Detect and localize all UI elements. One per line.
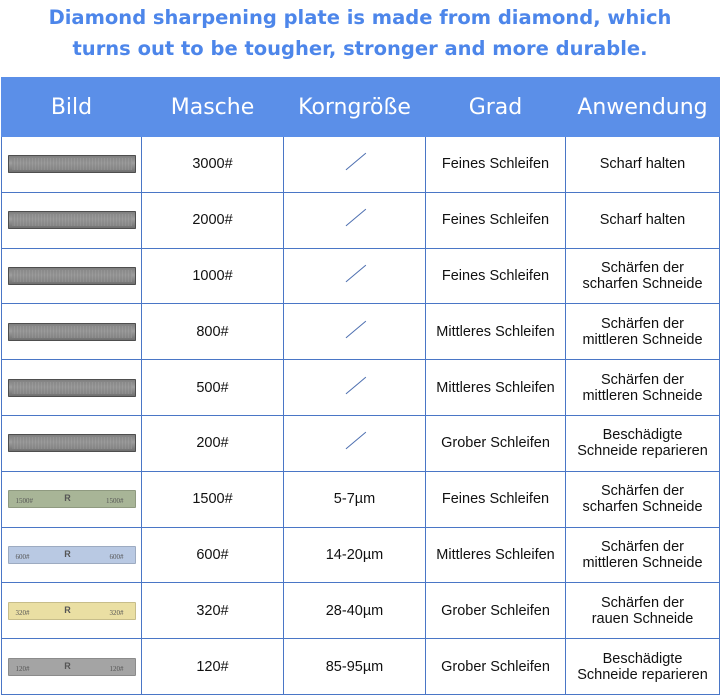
cell-grad: Mittleres Schleifen bbox=[426, 360, 566, 416]
not-applicable-slash-icon bbox=[345, 376, 365, 396]
cell-grad: Grober Schleifen bbox=[426, 639, 566, 695]
stone-grit-label-right: 1500# bbox=[106, 497, 124, 506]
diamond-plate-image bbox=[8, 323, 136, 341]
whetstone-image bbox=[8, 490, 136, 508]
cell-bild bbox=[2, 639, 142, 695]
cell-korngroesse bbox=[284, 137, 426, 193]
headline-line-1: Diamond sharpening plate is made from diamond, which bbox=[48, 6, 672, 29]
cell-anwendung bbox=[566, 415, 720, 471]
stone-grit-label-right: 120# bbox=[109, 664, 124, 673]
header-anwendung: Anwendung bbox=[566, 78, 720, 137]
anwendung-line-2: mittleren Schneide bbox=[582, 387, 703, 404]
cell-bild bbox=[2, 248, 142, 304]
table-row bbox=[2, 527, 720, 583]
whetstone-image bbox=[8, 658, 136, 676]
cell-grad: Feines Schleifen bbox=[426, 137, 566, 193]
comparison-table bbox=[1, 77, 720, 695]
anwendung-line-1: Beschädigte bbox=[602, 650, 683, 667]
table-row bbox=[2, 471, 720, 527]
not-applicable-slash-icon bbox=[345, 320, 365, 340]
brand-logo-icon: R bbox=[64, 493, 71, 504]
anwendung-line-1: Beschädigte bbox=[602, 427, 683, 444]
grain-size: 14-20µm bbox=[325, 546, 384, 563]
cell-bild bbox=[2, 583, 142, 639]
cell-masche: 600# bbox=[142, 527, 284, 583]
stone-grit-label: 1500# bbox=[15, 497, 33, 506]
diamond-plate-image bbox=[8, 379, 136, 397]
header-masche: Masche bbox=[142, 78, 284, 137]
anwendung-line-1: Schärfen der bbox=[600, 483, 685, 500]
table-row bbox=[2, 192, 720, 248]
anwendung-line-1: Schärfen der bbox=[600, 315, 685, 332]
cell-anwendung bbox=[566, 248, 720, 304]
stone-grit-label: 320# bbox=[15, 608, 30, 617]
anwendung-line-2: rauen Schneide bbox=[591, 610, 694, 627]
anwendung-line-2: Schneide reparieren bbox=[577, 443, 708, 460]
cell-korngroesse bbox=[284, 360, 426, 416]
stone-grit-label: 120# bbox=[15, 664, 30, 673]
cell-bild bbox=[2, 137, 142, 193]
cell-bild bbox=[2, 192, 142, 248]
table-row bbox=[2, 248, 720, 304]
cell-anwendung bbox=[566, 471, 720, 527]
cell-masche: 120# bbox=[142, 639, 284, 695]
table-row bbox=[2, 360, 720, 416]
cell-grad: Grober Schleifen bbox=[426, 583, 566, 639]
cell-masche: 800# bbox=[142, 304, 284, 360]
header-grad: Grad bbox=[426, 78, 566, 137]
table-row bbox=[2, 583, 720, 639]
anwendung-line-2: mittleren Schneide bbox=[582, 554, 703, 571]
grain-size: 28-40µm bbox=[325, 602, 384, 619]
cell-anwendung bbox=[566, 527, 720, 583]
cell-masche: 500# bbox=[142, 360, 284, 416]
cell-masche: 200# bbox=[142, 415, 284, 471]
anwendung-line-2: scharfen Schneide bbox=[582, 499, 703, 516]
cell-bild bbox=[2, 360, 142, 416]
cell-grad: Mittleres Schleifen bbox=[426, 527, 566, 583]
grain-size: 85-95µm bbox=[325, 658, 384, 675]
header-bild: Bild bbox=[2, 78, 142, 137]
cell-korngroesse bbox=[284, 583, 426, 639]
table-row bbox=[2, 415, 720, 471]
anwendung-line-1: Schärfen der bbox=[600, 259, 685, 276]
cell-korngroesse bbox=[284, 415, 426, 471]
anwendung-line-1: Schärfen der bbox=[600, 594, 685, 611]
cell-korngroesse bbox=[284, 639, 426, 695]
table-row bbox=[2, 639, 720, 695]
cell-anwendung bbox=[566, 304, 720, 360]
anwendung-line-1: Scharf halten bbox=[599, 212, 686, 229]
diamond-plate-image bbox=[8, 155, 136, 173]
cell-korngroesse bbox=[284, 471, 426, 527]
stone-grit-label-right: 320# bbox=[109, 608, 124, 617]
cell-grad: Feines Schleifen bbox=[426, 471, 566, 527]
anwendung-line-1: Schärfen der bbox=[600, 371, 685, 388]
brand-logo-icon: R bbox=[64, 604, 71, 615]
stone-grit-label: 600# bbox=[15, 552, 30, 561]
cell-bild bbox=[2, 415, 142, 471]
anwendung-line-2: scharfen Schneide bbox=[582, 275, 703, 292]
header-korngroesse: Korngröße bbox=[284, 78, 426, 137]
cell-masche: 3000# bbox=[142, 137, 284, 193]
cell-korngroesse bbox=[284, 527, 426, 583]
cell-korngroesse bbox=[284, 192, 426, 248]
not-applicable-slash-icon bbox=[345, 152, 365, 172]
table-row bbox=[2, 304, 720, 360]
not-applicable-slash-icon bbox=[345, 208, 365, 228]
cell-anwendung bbox=[566, 639, 720, 695]
table-header-row bbox=[2, 78, 720, 137]
cell-bild bbox=[2, 527, 142, 583]
cell-grad: Feines Schleifen bbox=[426, 248, 566, 304]
cell-korngroesse bbox=[284, 248, 426, 304]
diamond-plate-image bbox=[8, 434, 136, 452]
cell-bild bbox=[2, 471, 142, 527]
anwendung-line-2: Schneide reparieren bbox=[577, 666, 708, 683]
cell-masche: 2000# bbox=[142, 192, 284, 248]
cell-anwendung bbox=[566, 137, 720, 193]
whetstone-image bbox=[8, 602, 136, 620]
anwendung-line-1: Schärfen der bbox=[600, 538, 685, 555]
not-applicable-slash-icon bbox=[345, 431, 365, 451]
brand-logo-icon: R bbox=[64, 548, 71, 559]
stone-grit-label-right: 600# bbox=[109, 552, 124, 561]
table-row bbox=[2, 137, 720, 193]
cell-anwendung bbox=[566, 360, 720, 416]
anwendung-line-1: Scharf halten bbox=[599, 156, 686, 173]
grain-size: 5-7µm bbox=[333, 491, 376, 508]
diamond-plate-image bbox=[8, 211, 136, 229]
brand-logo-icon: R bbox=[64, 660, 71, 671]
cell-grad: Mittleres Schleifen bbox=[426, 304, 566, 360]
headline-line-2: turns out to be tougher, stronger and more durable. bbox=[72, 37, 648, 60]
whetstone-image bbox=[8, 546, 136, 564]
diamond-plate-image bbox=[8, 267, 136, 285]
anwendung-line-2: mittleren Schneide bbox=[582, 331, 703, 348]
cell-bild bbox=[2, 304, 142, 360]
not-applicable-slash-icon bbox=[345, 264, 365, 284]
headline bbox=[0, 0, 720, 64]
cell-masche: 1500# bbox=[142, 471, 284, 527]
cell-anwendung bbox=[566, 192, 720, 248]
cell-grad: Grober Schleifen bbox=[426, 415, 566, 471]
cell-masche: 320# bbox=[142, 583, 284, 639]
cell-masche: 1000# bbox=[142, 248, 284, 304]
cell-grad: Feines Schleifen bbox=[426, 192, 566, 248]
cell-anwendung bbox=[566, 583, 720, 639]
cell-korngroesse bbox=[284, 304, 426, 360]
